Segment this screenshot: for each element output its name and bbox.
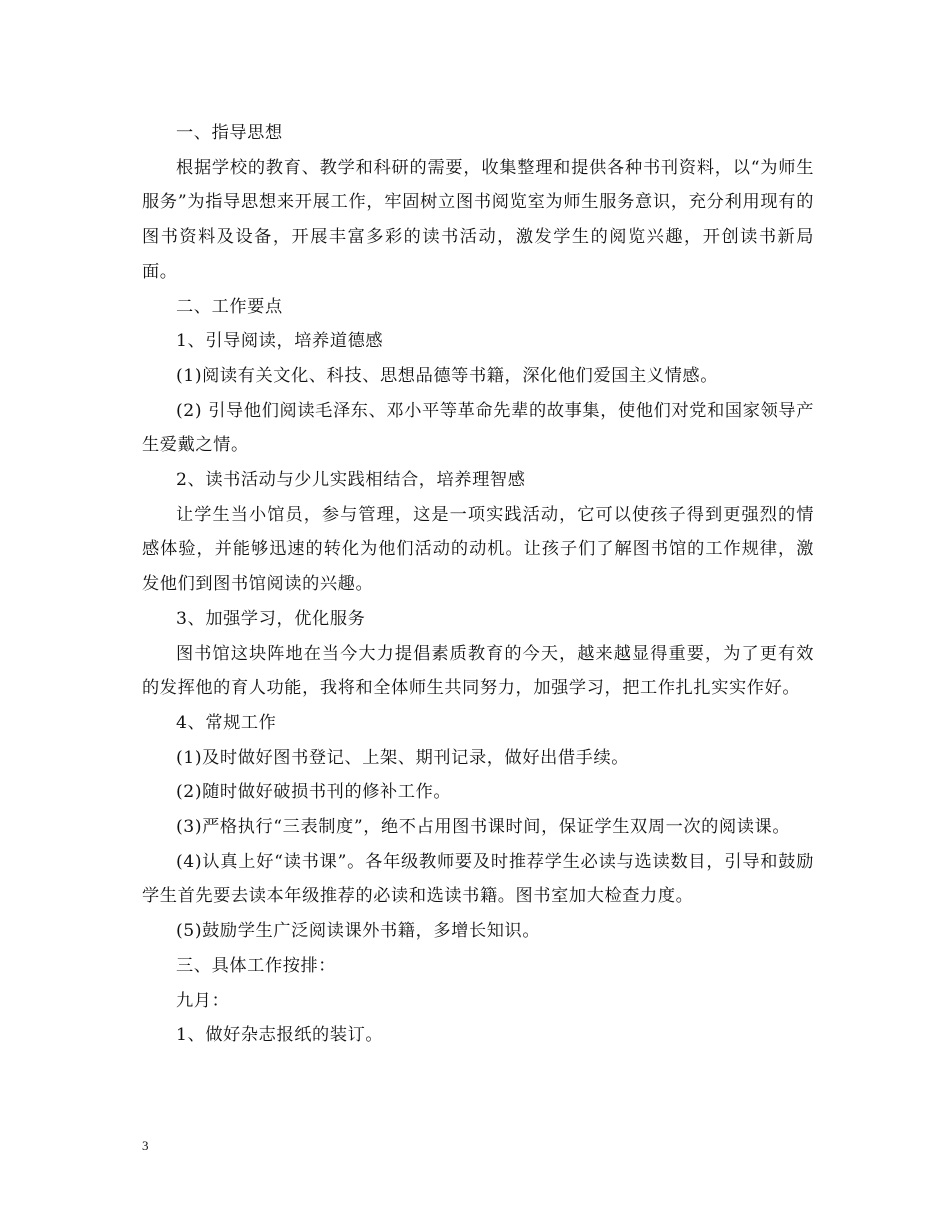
list-item-routine-5: (5)鼓励学生广泛阅读课外书籍，多增长知识。 bbox=[176, 921, 541, 942]
document-body bbox=[142, 116, 814, 1053]
section-heading-guiding-thought: 一、指导思想 bbox=[176, 123, 283, 143]
subheading-strengthen-learning: 3、加强学习，优化服务 bbox=[176, 608, 366, 629]
list-item-routine-4: (4)认真上好“读书课”。各年级教师要及时推荐学生必读与选读数目，引导和鼓励学生首先要去读本年级推荐的必读和选读书籍。图书室加大检查力度。 bbox=[142, 851, 814, 907]
paragraph-student-librarian: 让学生当小馆员，参与管理，这是一项实践活动，它可以使孩子得到更强烈的情感体验，并能够迅速的转化为他们活动的动机。让孩子们了解图书馆的工作规律，激发他们到图书馆阅读的兴趣。 bbox=[142, 504, 814, 595]
subheading-reading-practice: 2、读书活动与少儿实践相结合，培养理智感 bbox=[176, 470, 526, 491]
paragraph-guiding-thought: 根据学校的教育、教学和科研的需要，收集整理和提供各种书刊资料，以“为师生服务”为指导思想来开展工作，牢固树立图书阅览室为师生服务意识，充分利用现有的图书资料及设备，开展丰富多彩的读书活动，激发学生的阅览兴趣，开创读书新局面。 bbox=[142, 157, 814, 282]
page-number: 3 bbox=[142, 1138, 149, 1153]
list-item-reading-1: (1)阅读有关文化、科技、思想品德等书籍，深化他们爱国主义情感。 bbox=[176, 365, 718, 386]
section-heading-work-schedule: 三、具体工作按排： bbox=[176, 955, 337, 976]
subheading-routine-work: 4、常规工作 bbox=[176, 712, 277, 733]
section-heading-work-points: 二、工作要点 bbox=[176, 296, 283, 317]
list-item-routine-1: (1)及时做好图书登记、上架、期刊记录，做好出借手续。 bbox=[176, 747, 630, 768]
list-item-routine-3: (3)严格执行“三表制度”，绝不占用图书课时间，保证学生双周一次的阅读课。 bbox=[176, 817, 791, 838]
list-item-routine-2: (2)随时做好破损书刊的修补工作。 bbox=[176, 782, 452, 803]
paragraph-library-importance: 图书馆这块阵地在当今大力提倡素质教育的今天，越来越显得重要，为了更有效的发挥他的育人功能，我将和全体师生共同努力，加强学习，把工作扎扎实实作好。 bbox=[142, 643, 814, 699]
list-item-reading-2: (2) 引导他们阅读毛泽东、邓小平等革命先辈的故事集，使他们对党和国家领导产生爱戴之情。 bbox=[142, 400, 814, 456]
month-heading-september: 九月： bbox=[176, 990, 230, 1011]
subheading-guide-reading: 1、引导阅读，培养道德感 bbox=[176, 331, 384, 352]
schedule-item-september-1: 1、做好杂志报纸的装订。 bbox=[176, 1025, 384, 1046]
